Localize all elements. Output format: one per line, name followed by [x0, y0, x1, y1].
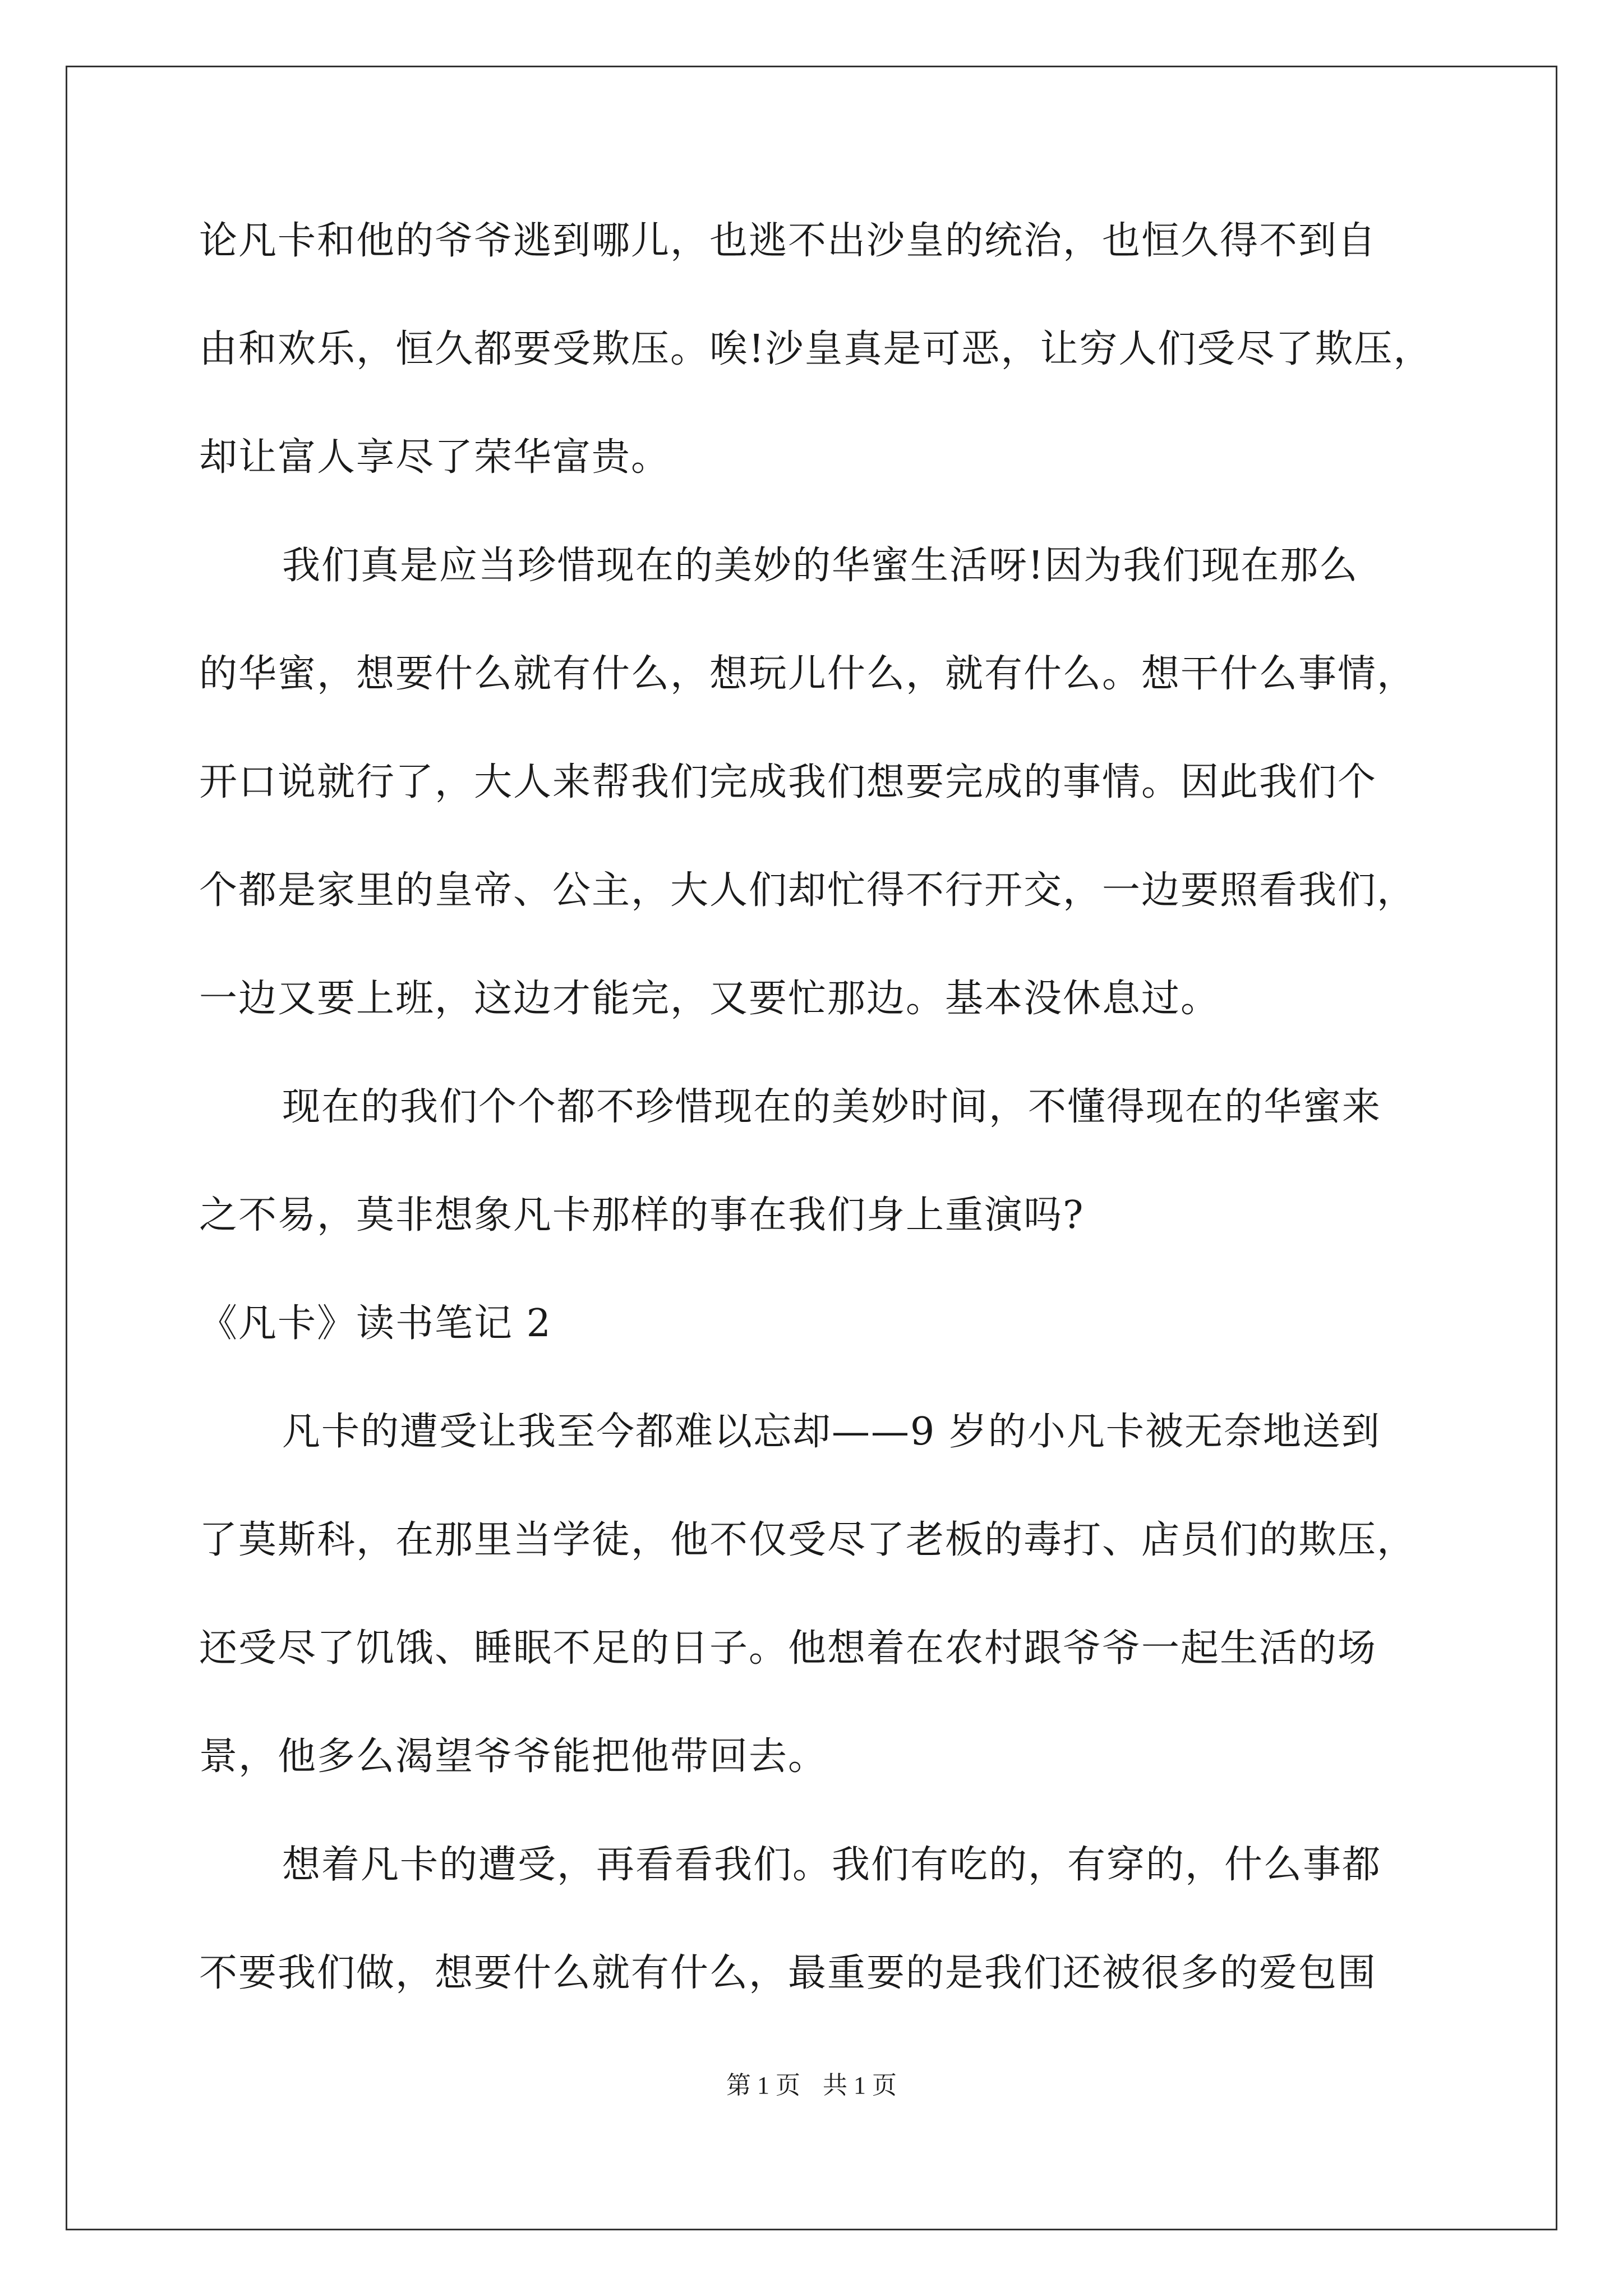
text-line: 不要我们做，想要什么就有什么，最重要的是我们还被很多的爱包围	[199, 1951, 1377, 1995]
page-footer	[0, 2070, 1623, 2101]
text-line: 的华蜜，想要什么就有什么，想玩儿什么，就有什么。想干什么事情，	[199, 652, 1417, 696]
text-line: 一边又要上班，这边才能完，又要忙那边。基本没休息过。	[199, 977, 1220, 1021]
text-line: 却让富人享尽了荣华富贵。	[199, 435, 671, 480]
text-line: 由和欢乐，恒久都要受欺压。唉!沙皇真是可恶，让穷人们受尽了欺压，	[199, 327, 1433, 371]
section-heading: 《凡卡》读书笔记 2	[199, 1301, 552, 1346]
paragraph-start-line: 我们真是应当珍惜现在的美妙的华蜜生活呀!因为我们现在那么	[282, 544, 1359, 588]
text-line: 景，他多么渴望爷爷能把他带回去。	[199, 1734, 828, 1779]
text-line: 之不易，莫非想象凡卡那样的事在我们身上重演吗?	[199, 1193, 1085, 1237]
text-line: 个都是家里的皇帝、公主，大人们却忙得不行开交，一边要照看我们，	[199, 868, 1417, 913]
text-line: 论凡卡和他的爷爷逃到哪儿，也逃不出沙皇的统治，也恒久得不到自	[199, 219, 1377, 263]
paragraph-start-line: 凡卡的遭受让我至今都难以忘却——9 岁的小凡卡被无奈地送到	[282, 1410, 1381, 1454]
page-total: 共 1 页	[823, 2072, 897, 2099]
paragraph-start-line: 现在的我们个个都不珍惜现在的美妙时间，不懂得现在的华蜜来	[282, 1085, 1382, 1129]
page-number: 第 1 页	[726, 2072, 800, 2099]
paragraph-start-line: 想着凡卡的遭受，再看看我们。我们有吃的，有穿的，什么事都	[282, 1843, 1382, 1887]
text-line: 了莫斯科，在那里当学徒，他不仅受尽了老板的毒打、店员们的欺压，	[199, 1518, 1417, 1562]
text-line: 还受尽了饥饿、睡眠不足的日子。他想着在农村跟爷爷一起生活的场	[199, 1626, 1377, 1671]
document-body	[199, 219, 1489, 2059]
text-line: 开口说就行了，大人来帮我们完成我们想要完成的事情。因此我们个	[199, 760, 1377, 804]
